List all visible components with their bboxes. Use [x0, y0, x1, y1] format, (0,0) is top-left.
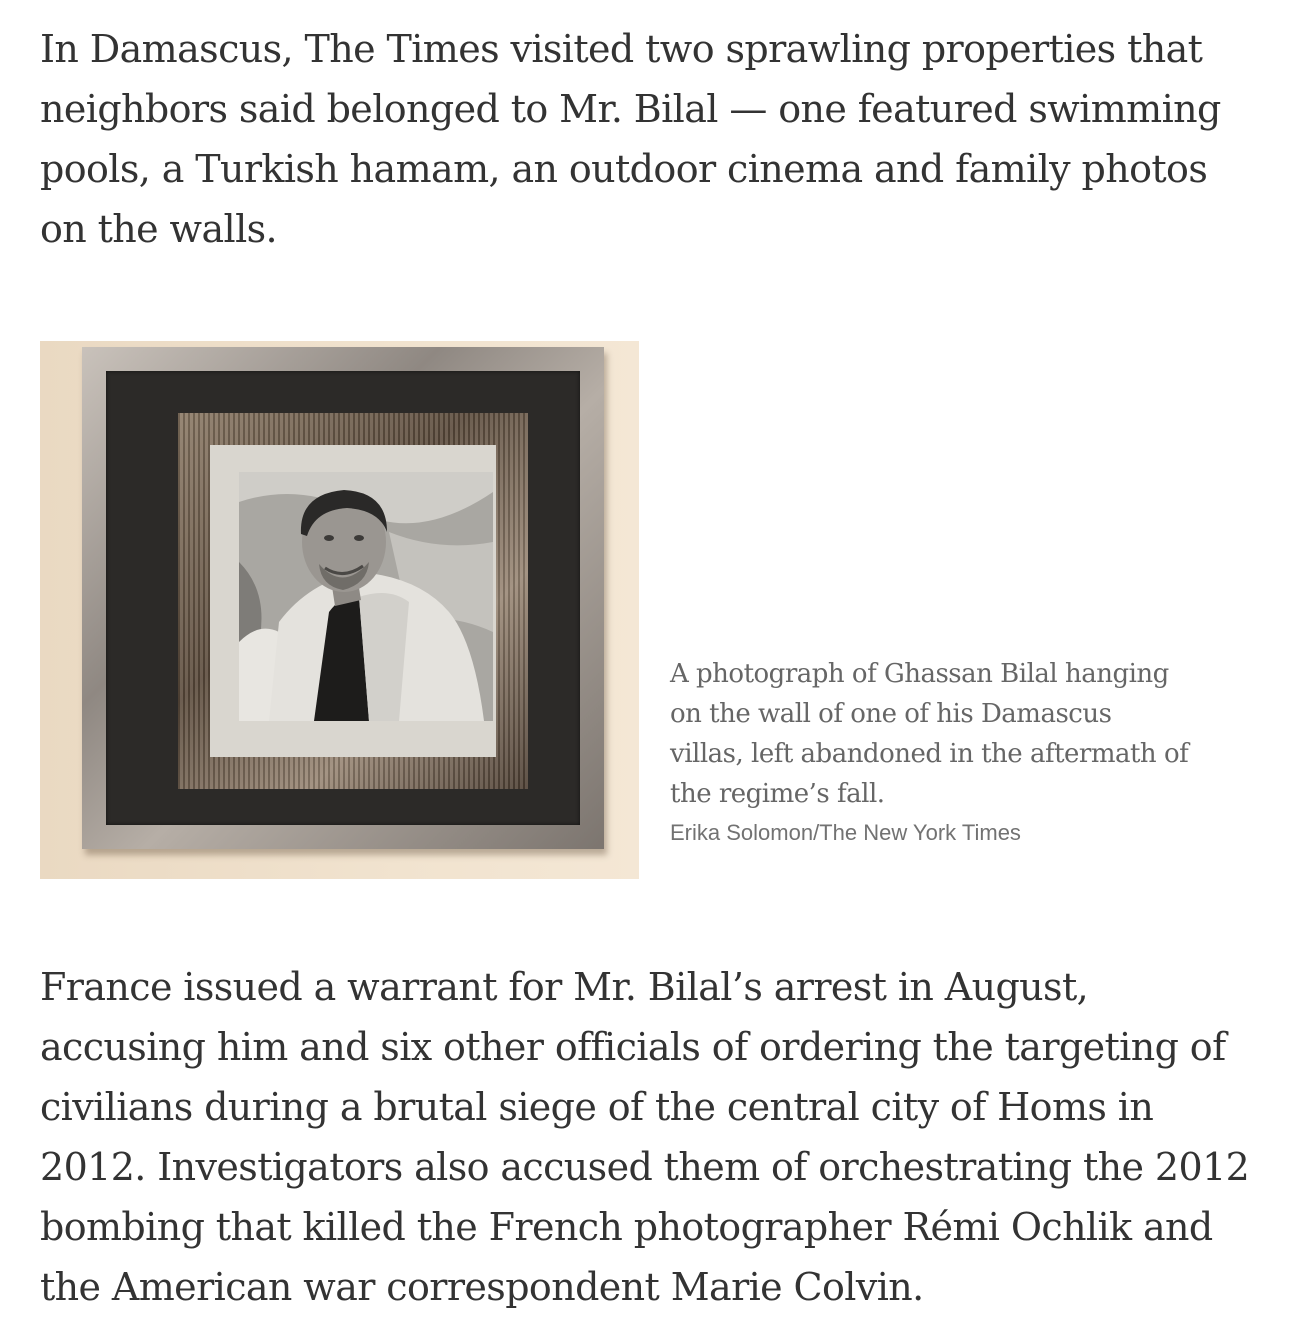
article-paragraph: In Damascus, The Times visited two sprawling properties that neighbors said belonged to Mr. Bilal — one featured swimming pools, a Turkish hamam, an outdoor cinema and family photos on the walls. [40, 27, 1221, 251]
photo-mat [210, 445, 496, 757]
caption-text: A photograph of Ghassan Bilal hanging on the wall of one of his Damascus villas, left abandoned in the aftermath of the regime’s fall. [670, 659, 1189, 809]
article-figure [40, 341, 1260, 881]
portrait-image [239, 472, 493, 721]
photo-credit: Erika Solomon/The New York Times [670, 820, 1021, 845]
article-paragraph: France issued a warrant for Mr. Bilal’s arrest in August, accusing him and six other officials of ordering the targeting of civilians during a brutal siege of the central city of Homs in 2012. Investigators also accused them of orchestrating the 2012 bombing that killed the French photographer Rémi Ochlik and the American war correspondent Marie Colvin. [40, 965, 1250, 1309]
inner-picture-frame [178, 413, 528, 789]
figure-caption [670, 654, 1190, 850]
framed-portrait-photo[interactable] [40, 341, 639, 879]
frame-backing [106, 371, 580, 825]
outer-picture-frame [82, 347, 604, 849]
